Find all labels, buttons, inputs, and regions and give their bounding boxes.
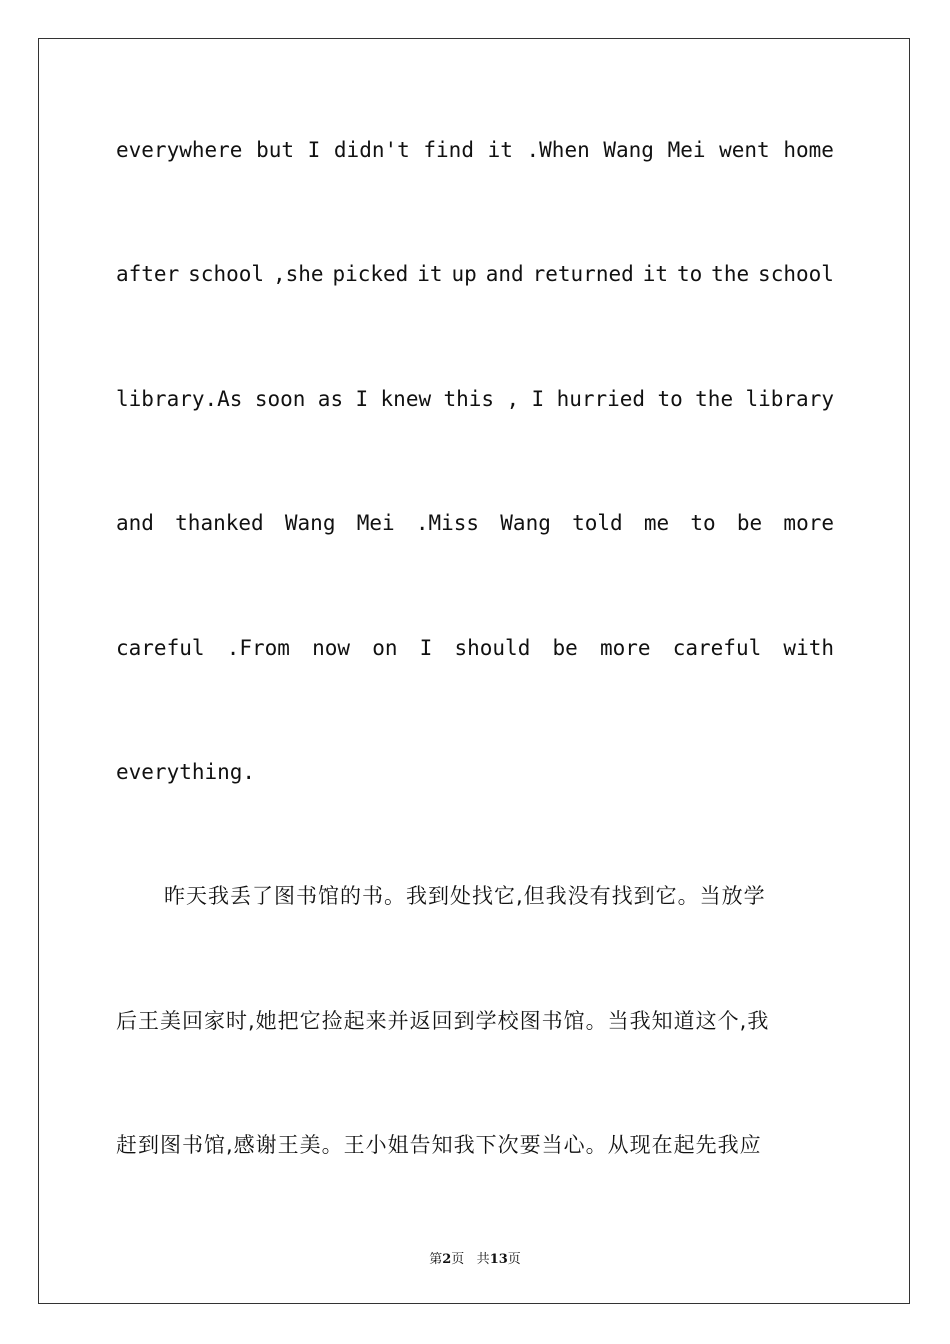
word: careful bbox=[672, 636, 762, 660]
footer-prefix: 第 bbox=[429, 1252, 443, 1267]
english-line-1 bbox=[116, 138, 834, 162]
word: Wang bbox=[603, 138, 654, 162]
word: as bbox=[317, 387, 344, 411]
word: but bbox=[256, 138, 294, 162]
word: library bbox=[745, 387, 834, 411]
chinese-line-3: 赶到图书馆,感谢王美。王小姐告知我下次要当心。从现在起先我应 bbox=[116, 1133, 762, 1157]
word: on bbox=[372, 636, 398, 660]
word: returned bbox=[532, 262, 634, 286]
chinese-line-2: 后王美回家时,她把它捡起来并返回到学校图书馆。当我知道这个,我 bbox=[116, 1009, 770, 1033]
word: I bbox=[531, 387, 545, 411]
word: I bbox=[355, 387, 369, 411]
word: now bbox=[312, 636, 351, 660]
word: Mei bbox=[667, 138, 706, 162]
word: .When bbox=[526, 138, 590, 162]
word: knew bbox=[380, 387, 432, 411]
word: be bbox=[736, 511, 763, 535]
word: Wang bbox=[284, 511, 336, 535]
word: more bbox=[599, 636, 651, 660]
footer-total-label: 页 bbox=[507, 1252, 521, 1267]
footer-total-prefix: 共 bbox=[476, 1252, 490, 1267]
word: should bbox=[454, 636, 531, 660]
word: Mei bbox=[356, 511, 395, 535]
english-line-2 bbox=[116, 262, 834, 286]
word: school bbox=[758, 262, 834, 286]
word: .From bbox=[226, 636, 290, 660]
word: home bbox=[783, 138, 834, 162]
word: the bbox=[695, 387, 734, 411]
word: find bbox=[423, 138, 474, 162]
word: library.As bbox=[116, 387, 243, 411]
word: soon bbox=[254, 387, 306, 411]
footer-total-pages: 13 bbox=[489, 1252, 508, 1267]
word: to bbox=[657, 387, 683, 411]
word: I bbox=[419, 636, 433, 660]
word: to bbox=[690, 511, 716, 535]
word: ,she bbox=[272, 262, 324, 286]
word: careful bbox=[116, 636, 205, 660]
word: everywhere bbox=[116, 138, 243, 162]
word: went bbox=[719, 138, 770, 162]
word: it bbox=[487, 138, 513, 162]
english-line-3 bbox=[116, 387, 834, 411]
word: up bbox=[451, 262, 477, 286]
word: everything. bbox=[116, 760, 256, 784]
word: .Miss bbox=[415, 511, 480, 535]
word: it bbox=[642, 262, 668, 286]
word: more bbox=[783, 511, 834, 535]
page-footer bbox=[0, 1248, 950, 1267]
word: this bbox=[443, 387, 495, 411]
word: , bbox=[506, 387, 520, 411]
word: me bbox=[643, 511, 670, 535]
english-line-4 bbox=[116, 511, 834, 535]
word: Wang bbox=[500, 511, 551, 535]
english-line-6 bbox=[116, 760, 834, 784]
word: with bbox=[783, 636, 834, 660]
word: and bbox=[116, 511, 154, 535]
word: after bbox=[116, 262, 180, 286]
page-frame bbox=[38, 38, 910, 1304]
word: school bbox=[188, 262, 265, 286]
word: it bbox=[417, 262, 443, 286]
english-line-5 bbox=[116, 636, 834, 660]
footer-page-label: 页 bbox=[451, 1252, 465, 1267]
footer-current-page: 2 bbox=[442, 1252, 452, 1267]
word: told bbox=[572, 511, 623, 535]
word: didn't bbox=[333, 138, 410, 162]
word: to bbox=[676, 262, 703, 286]
word: hurried bbox=[556, 387, 646, 411]
chinese-line-1: 昨天我丢了图书馆的书。我到处找它,但我没有找到它。当放学 bbox=[164, 884, 766, 908]
word: I bbox=[307, 138, 321, 162]
word: picked bbox=[332, 262, 409, 286]
word: the bbox=[711, 262, 750, 286]
word: and bbox=[485, 262, 524, 286]
word: thanked bbox=[175, 511, 264, 535]
word: be bbox=[552, 636, 578, 660]
